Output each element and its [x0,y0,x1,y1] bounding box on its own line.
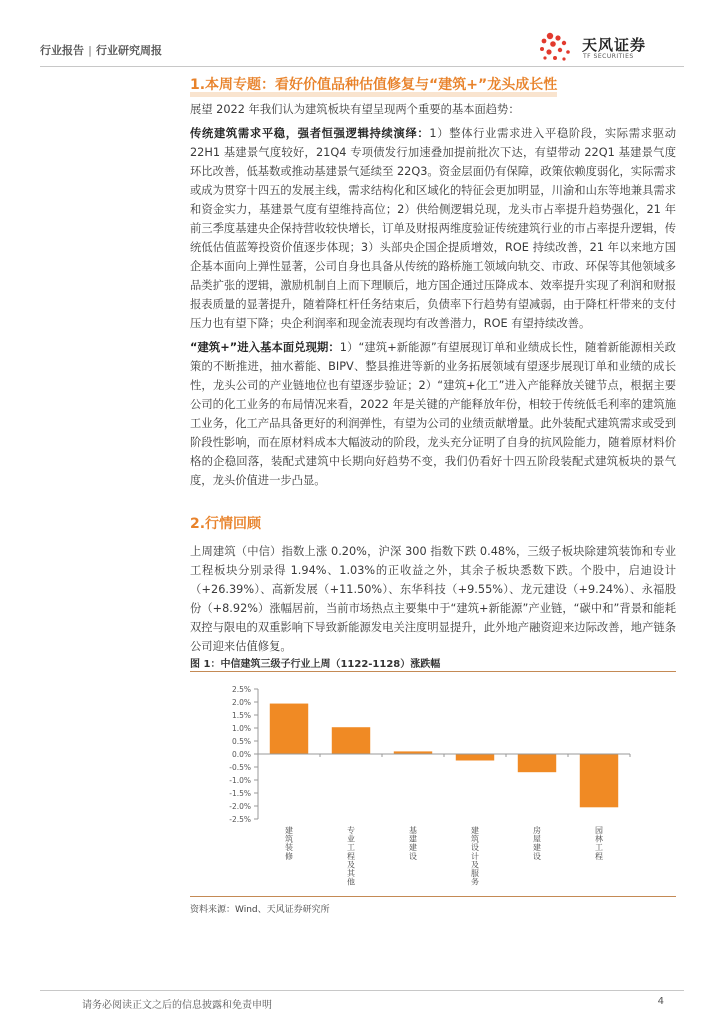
section1-paragraph2 [190,338,676,490]
paragraph1-body: 1）整体行业需求进入平稳阶段，实际需求驱动 22H1 基建景气度较好，21Q4 专项债发行加速叠加提前批次下达，有望带动 22Q1 基建景气度环比改善，低基数或推动基建景气延续至 22Q3。资金层面仍有保障，政策依赖度弱化，实际需求或成为贯穿十四五的发展主线，需求结构化和区域化的特征会更加明显，川渝和山东等地兼具需求和资金实力，基建景气度有望维持高位；2）供给侧逻辑兑现，龙头市占率提升趋势强化，21 年前三季度基建央企保持营收较快增长，订单及财报两维度验证传统建筑行业的市占率提升逻辑，传统低估值蓝筹投资价值逐步体现；3）头部央企国企提质增效，ROE 持续改善，21 年以来地方国企基本面向上弹性显著，公司自身也具备从传统的路桥施工领域向轨交、市政、环保等其他领域多品类扩张的逻辑，激励机制自上而下理顺后，地方国企通过压降成本、效率提升实现了利润和财报报表质量的显著提升，随着降杠杆任务结束后，负债率下行趋势有望减弱，由于降杠杆带来的支付压力也有望下降；央企利润率和现金流表现均有改善潜力，ROE 有望持续改善。 [190,127,676,330]
section1-paragraph1 [190,124,676,333]
bar-chart [190,675,676,893]
figure-source: 资料来源：Wind、天风证券研究所 [190,905,330,915]
report-category [40,42,162,58]
bar [518,754,556,772]
x-tick-label: 房屋建设 [533,826,541,861]
x-tick-label: 园林工程 [595,826,603,861]
y-tick-label: 2.0% [231,698,251,707]
x-tick-label: 专业工程及其他 [347,826,355,887]
y-tick-label: 1.5% [231,711,251,720]
y-tick-label: -1.0% [229,776,251,785]
category-label: 行业报告 [40,44,84,57]
figure-top-rule [190,671,676,672]
logo-english-name: TF SECURITIES [583,53,634,60]
bar [456,754,494,761]
footer-disclaimer: 请务必阅读正文之后的信息披露和免责申明 [82,1000,272,1011]
x-tick-label: 基建建设 [409,826,417,861]
y-tick-label: 1.0% [231,724,251,733]
y-tick-label: 2.5% [231,685,251,694]
company-logo [534,30,684,64]
bar [332,727,370,754]
paragraph2-body: 1）“建筑+新能源”有望展现订单和业绩成长性，随着新能源相关政策的不断推进，抽水蓄能、BIPV、整县推进等新的业务拓展领域有望逐步展现订单和业绩的成长性，龙头公司的产业链地位也有望逐步验证；2）“建筑+化工”进入产能释放关键节点，根据主要公司的化工业务的布局情况来看，2022 年是关键的产能释放年份，相较于传统低毛利率的建筑施工业务，化工产品具备更好的利润弹性，有望为公司的业绩贡献增量。此外装配式建筑需求或受到阶段性影响，而在原材料成本大幅波动的阶段，龙头充分证明了自身的抗风险能力，随着原材料价格的企稳回落，装配式建筑中长期向好趋势不变，我们仍看好十四五阶段装配式建筑板块的景气度，龙头价值进一步凸显。 [190,341,676,487]
tf-logo-icon [534,30,578,64]
logo-chinese-name: 天风证券 [582,36,647,54]
subcategory-label: 行业研究周报 [96,44,163,57]
bar [270,704,308,754]
page-number: 4 [657,996,664,1007]
y-tick-label: -1.5% [229,789,251,798]
bar [580,754,618,807]
header-divider [40,66,684,67]
figure-title: 图 1：中信建筑三级子行业上周（1122-1128）涨跌幅 [190,659,441,670]
footer-divider [40,990,684,991]
x-tick-label: 建筑设计及服务 [471,826,479,887]
section2-body: 上周建筑（中信）指数上涨 0.20%，沪深 300 指数下跌 0.48%，三级子板块除建筑装饰和专业工程板块分别录得 1.94%、1.03%的正收益之外，其余子板块悉数下跌。个股中，启迪设计（+26.39%）、高新发展（+11.50%）、东华科技（+9.55%）、龙元建设（+9.24%）、永福股份（+8.92%）涨幅居前，当前市场热点主要集中于“建筑+新能源”产业链，“碳中和”背景和能耗双控与限电的双重影响下导致新能源发电关注度明显提升，此外地产融资迎来边际改善，地产链条公司迎来估值修复。 [190,545,676,653]
section1-heading: 1.本周专题：看好价值品种估值修复与“建筑+”龙头成长性 [190,74,557,94]
section2-heading: 2.行情回顾 [190,516,262,532]
figure-bottom-rule [190,896,676,897]
x-tick-label: 建筑装修 [285,826,293,861]
y-tick-label: -0.5% [229,763,251,772]
y-tick-label: 0.0% [231,750,251,759]
y-tick-label: 0.5% [231,737,251,746]
section1-intro: 展望 2022 年我们认为建筑板块有望呈现两个重要的基本面趋势： [190,103,520,116]
page-header [40,30,684,70]
category-separator: | [88,44,93,57]
paragraph2-lead: “建筑+”进入基本面兑现期： [190,341,340,354]
y-tick-label: -2.0% [229,802,251,811]
paragraph1-lead: 传统建筑需求平稳，强者恒强逻辑持续演绎： [190,127,430,140]
y-tick-label: -2.5% [229,815,251,824]
